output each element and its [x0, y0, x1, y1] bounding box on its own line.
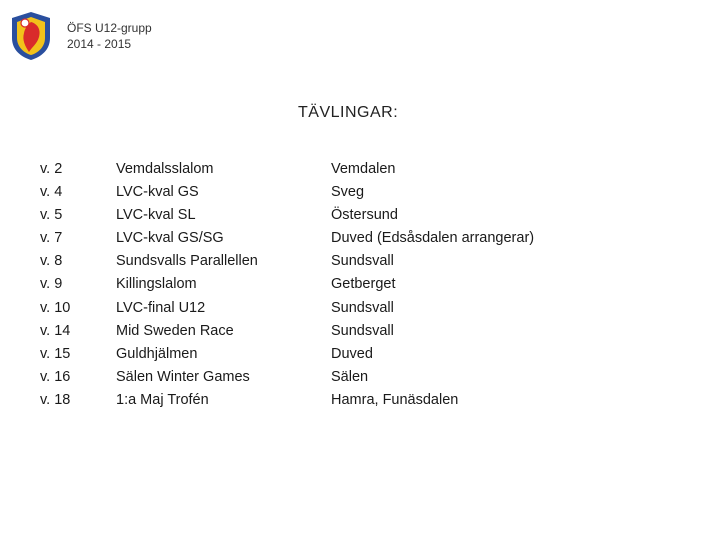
week-label: v. 10 [40, 299, 71, 316]
organization-name: ÖFS U12-grupp [67, 21, 152, 35]
event-name: Mid Sweden Race [116, 322, 234, 339]
header [67, 20, 152, 52]
week-label: v. 16 [40, 368, 71, 385]
event-name: Sundsvalls Parallellen [116, 253, 258, 270]
place-column [331, 158, 534, 412]
week-label: v. 14 [40, 322, 71, 339]
week-label: v. 7 [40, 230, 63, 247]
event-name: LVC-kval GS [116, 184, 199, 201]
event-location: Östersund [331, 207, 398, 224]
event-name: LVC-kval SL [116, 207, 196, 224]
season-label: 2014 - 2015 [67, 37, 132, 51]
event-location: Duved [331, 345, 373, 362]
week-label: v. 4 [40, 184, 63, 201]
week-label: v. 8 [40, 253, 63, 270]
event-name: LVC-final U12 [116, 299, 206, 316]
event-location: Vemdalen [331, 161, 396, 177]
event-name: 1:a Maj Trofén [116, 391, 209, 408]
week-label: v. 5 [40, 207, 63, 224]
event-location: Getberget [331, 276, 396, 293]
event-name: Vemdalsslalom [116, 161, 214, 177]
event-location: Hamra, Funäsdalen [331, 391, 459, 408]
page-title: TÄVLINGAR: [298, 104, 399, 121]
event-location: Sveg [331, 184, 365, 201]
event-column [116, 158, 258, 412]
event-location: Sundsvall [331, 253, 394, 270]
week-label: v. 15 [40, 345, 71, 362]
logo [8, 10, 54, 62]
event-name: Killingslalom [116, 276, 197, 293]
week-label: v. 18 [40, 391, 71, 408]
event-name: Sälen Winter Games [116, 368, 250, 385]
week-label: v. 9 [40, 276, 63, 293]
event-location: Sundsvall [331, 299, 394, 316]
week-column [40, 158, 70, 412]
event-location: Duved (Edsåsdalen arrangerar) [331, 230, 535, 247]
event-location: Sälen [331, 368, 369, 385]
event-location: Sundsvall [331, 322, 394, 339]
event-name: LVC-kval GS/SG [116, 230, 224, 247]
event-name: Guldhjälmen [116, 345, 198, 362]
week-label: v. 2 [40, 161, 63, 177]
